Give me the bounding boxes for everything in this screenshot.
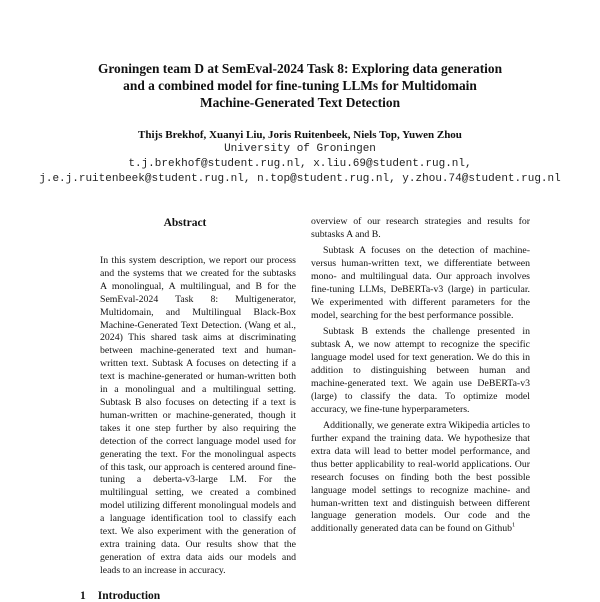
abstract-body [100,255,296,578]
email-line-1: t.j.brekhof@student.rug.nl, x.liu.69@student.rug.nl, [128,158,472,170]
section-number: 1 [80,590,86,602]
paper-title [50,60,550,111]
section-title: Introduction [97,590,161,602]
footnote-marker[interactable]: 1 [512,522,516,530]
right-column [311,216,530,540]
intro-paragraph-2: Subtask A focuses on the detection of machine-versus human-written text, we differentiate between mono- and multilingual data. Our approach involves fine-tuning LLMs, DeBERTa-v3 (large) in particular. We experimented with different parameters for the model, searching for the best performance possible. [311,245,530,321]
title-line-3: Machine-Generated Text Detection [199,95,401,110]
intro-paragraph-4 [311,420,530,536]
email-line-2: j.e.j.ruitenbeek@student.rug.nl, n.top@student.rug.nl, y.zhou.74@student.rug.nl [39,173,561,185]
affiliation: University of Groningen [224,143,376,155]
title-line-2: and a combined model for fine-tuning LLMs for Multidomain [123,78,477,93]
intro-paragraph-1: overview of our research strategies and results for subtasks A and B. [311,216,530,240]
section-heading-introduction [80,590,160,602]
abstract-text: In this system description, we report our process and the systems that we created for the subtasks A monolingual, A multilingual, and B for the SemEval-2024 Task 8: Multigenerator, Multidomain, and Multilingual Black-Box Machine-Generated Text Detection. (Wang et al., 2024) This shared task aims at discriminating between machine-generated text and human-written text. Subtask A focuses on detecting if a text is machine-generated or human-written both in a monolingual and a multilingual setting. Subtask B also focuses on detecting if a text is human-written or machine-generated, though it takes it one step further by also requiring the detection of the correct language model used for generating the text. For the monolingual aspects of this task, our approach is centered around fine-tuning a deberta-v3-large LM. For the multilingual setting, we created a combined model utilizing different monolingual models and a language identification tool to classify each text. We also experiment with the generation of extra training data. Our results show that the generation of extra data aids our models and leads to an increase in accuracy. [100,255,296,576]
intro-paragraph-4-text: Additionally, we generate extra Wikipedia articles to further expand the training data. We hypothesize that extra data will lead to better model performance, and thus better applicability to real-world applications. Our research focuses on finding both the best possible language model settings to recognize machine- and human-written text and distinguish between different language generation models. Our code and the additionally generated data can be found on Github [311,420,530,535]
intro-paragraph-3: Subtask B extends the challenge presented in subtask A, we now attempt to recognize the specific language model used for text generation. We do this in addition to distinguishing between human and machine-generated text. We again use DeBERTa-v3 (large) to classify the data. To optimize model accuracy, we fine-tune hyperparameters. [311,326,530,415]
author-list: Thijs Brekhof, Xuanyi Liu, Joris Ruitenbeek, Niels Top, Yuwen Zhou [138,129,462,141]
title-line-1: Groningen team D at SemEval-2024 Task 8: Exploring data generation [97,61,503,76]
abstract-heading: Abstract [163,217,207,229]
